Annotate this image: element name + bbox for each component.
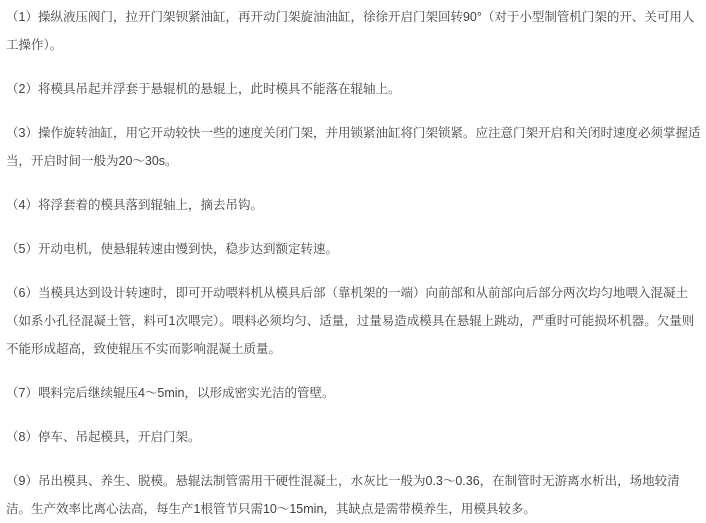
paragraph-step-2: （2）将模具吊起并浮套于悬辊机的悬辊上，此时模具不能落在辊轴上。 xyxy=(6,82,401,96)
paragraph-step-4: （4）将浮套着的模具落到辊轴上，摘去吊钩。 xyxy=(6,198,263,212)
paragraph-step-9: （9）吊出模具、养生、脱模。悬辊法制管需用干硬性混凝土，水灰比一般为0.3～0.36，在制管时无游离水析出，场地较清洁。生产效率比离心法高，每生产1根管节只需10～15min，其缺点是需带模养生，用模具较多。 xyxy=(6,474,680,516)
paragraph-step-8: （8）停车、吊起模具，开启门架。 xyxy=(6,430,201,444)
paragraph-step-1: （1）操纵液压阀门，拉开门架钡紧油缸，再开动门架旋油油缸，徐徐开启门架回转90°（对于小型制管机门架的开、关可用人工操作）。 xyxy=(6,10,695,52)
paragraph-step-3: （3）操作旋转油缸，用它开动较快一些的速度关闭门架，并用锁紧油缸将门架锁紧。应注意门架开启和关闭时速度必须掌握适当，开启时间一般为20～30s。 xyxy=(6,126,701,168)
paragraph-step-7: （7）喂料完后继续辊压4～5min，以形成密实光洁的管壁。 xyxy=(6,386,335,400)
paragraph-step-5: （5）开动电机，使悬辊转速由慢到快，稳步达到额定转速。 xyxy=(6,242,338,256)
paragraph-step-6: （6）当模具达到设计转速时，即可开动喂料机从模具后部（靠机架的一端）向前部和从前部向后部分两次均匀地喂入混凝土（如系小孔径混凝土管，料可1次喂完）。喂料必须均匀、适量，过量易造成模具在悬辊上跳动，严重时可能损坏机器。欠量则不能形成超高，致使辊压不实而影响混凝土质量。 xyxy=(6,286,695,356)
